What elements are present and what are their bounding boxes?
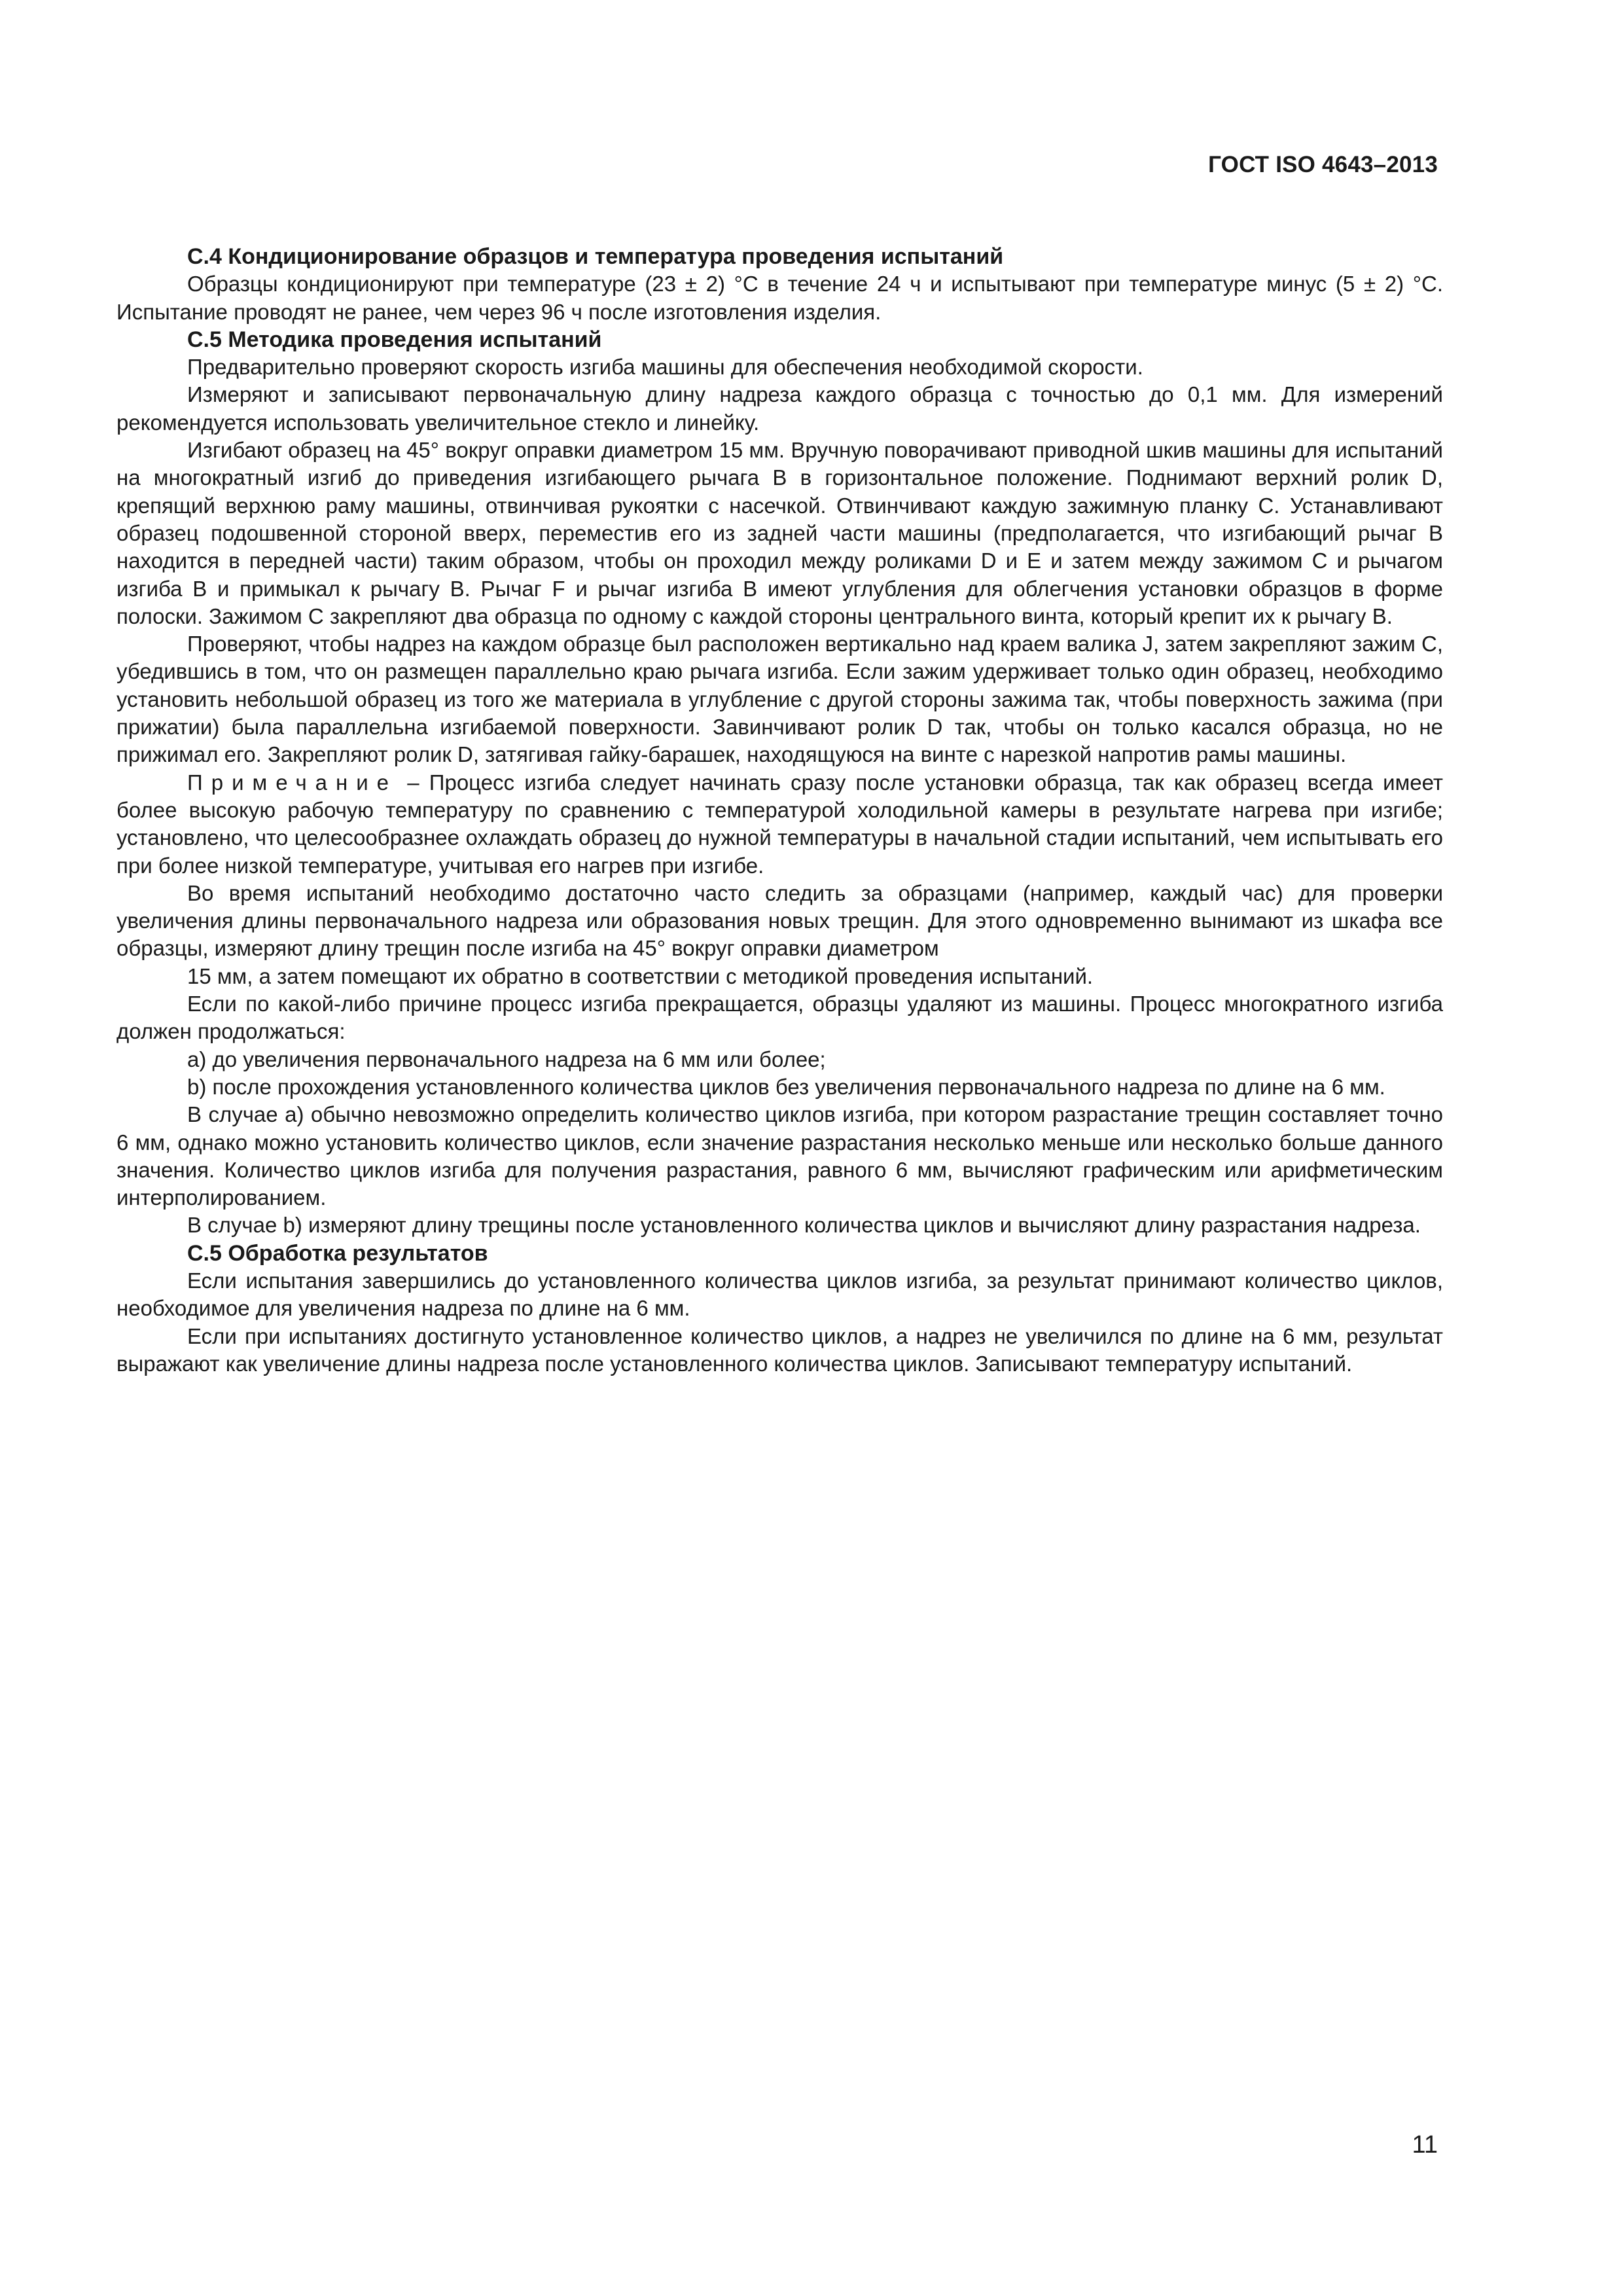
paragraph: Образцы кондиционируют при температуре (23 ± 2) °С в течение 24 ч и испытывают при температуре минус (5 ± 2) °С. Испытание проводят не ранее, чем через 96 ч после изготовления изделия.	[116, 272, 1443, 324]
paragraph: Предварительно проверяют скорость изгиба машины для обеспечения необходимой скорости.	[187, 355, 1143, 380]
paragraph: 15 мм, а затем помещают их обратно в соответствии с методикой проведения испытаний.	[187, 963, 1094, 988]
note-label: Примечание	[187, 770, 398, 795]
note-paragraph	[116, 769, 1443, 880]
document-body	[116, 243, 1443, 1378]
note-text: – Процесс изгиба следует начинать сразу после установки образца, так как образец всегда имеет более высокую рабочую температуру по сравнению с температурой холодильной камеры в результате нагрева при изгибе; установлено, что целесообразнее охлаждать образец до нужной температуры в начальной стадии испытаний, чем испытывать его при более низкой температуре, учитывая его нагрев при изгибе.	[116, 770, 1443, 878]
paragraph: Проверяют, чтобы надрез на каждом образце был расположен вертикально над краем валика J, затем закрепляют зажим С, убедившись в том, что он размещен параллельно краю рычага изгиба. Если зажим удерживает только один образец, необходимо установить небольшой образец из того же материала в углубление с другой стороны зажима так, чтобы поверхность зажима (при прижатии) была параллельна изгибаемой поверхности. Завинчивают ролик D так, чтобы он только касался образца, но не прижимал его. Закрепляют ролик D, затягивая гайку-барашек, находящуюся на винте с нарезкой напротив рамы машины.	[116, 632, 1443, 767]
page-number: 11	[1412, 2131, 1438, 2159]
list-item: а) до увеличения первоначального надреза на 6 мм или более;	[187, 1047, 826, 1071]
paragraph: Во время испытаний необходимо достаточно часто следить за образцами (например, каждый час) для проверки увеличения длины первоначального надреза или образования новых трещин. Для этого одновременно вынимают из шкафа все образцы, измеряют длину трещин после изгиба на 45° вокруг оправки диаметром	[116, 880, 1443, 961]
paragraph: Измеряют и записывают первоначальную длину надреза каждого образца с точностью до 0,1 мм. Для измерений рекомендуется использовать увеличительное стекло и линейку.	[116, 382, 1443, 435]
paragraph: Если испытания завершились до установленного количества циклов изгиба, за результат принимают количество циклов, необходимое для увеличения надреза по длине на 6 мм.	[116, 1268, 1443, 1321]
list-item: b) после прохождения установленного количества циклов без увеличения первоначального надреза по длине на 6 мм.	[187, 1074, 1385, 1099]
document-standard-header: ГОСТ ISO 4643–2013	[1208, 152, 1438, 177]
paragraph: В случае b) измеряют длину трещины после установленного количества циклов и вычисляют длину разрастания надреза.	[187, 1213, 1421, 1238]
paragraph: В случае а) обычно невозможно определить количество циклов изгиба, при котором разрастание трещин составляет точно 6 мм, однако можно установить количество циклов, если значение разрастания несколько меньше или несколько больше данного значения. Количество циклов изгиба для получения разрастания, равного 6 мм, вычисляют графическим или арифметическим интерполированием.	[116, 1102, 1443, 1210]
section-heading-c5-results: С.5 Обработка результатов	[187, 1240, 488, 1266]
paragraph: Изгибают образец на 45° вокруг оправки диаметром 15 мм. Вручную поворачивают приводной шкив машины для испытаний на многократный изгиб до приведения изгибающего рычага В в горизонтальное положение. Поднимают верхний ролик D, крепящий верхнюю раму машины, отвинчивая рукоятки с насечкой. Отвинчивают каждую зажимную планку С. Устанавливают образец подошвенной стороной вверх, переместив его из задней части машины (предполагается, что изгибающий рычаг В находится в передней части) таким образом, чтобы он проходил между роликами D и E и затем между зажимом С и рычагом изгиба В и примыкал к рычагу В. Рычаг F и рычаг изгиба В имеют углубления для облегчения установки образцов в форме полоски. Зажимом С закрепляют два образца по одному с каждой стороны центрального винта, который крепит их к рычагу В.	[116, 438, 1443, 628]
section-heading-c4: С.4 Кондиционирование образцов и температура проведения испытаний	[187, 244, 1004, 269]
section-heading-c5-method: С.5 Методика проведения испытаний	[187, 327, 602, 352]
paragraph: Если по какой-либо причине процесс изгиба прекращается, образцы удаляют из машины. Процесс многократного изгиба должен продолжаться:	[116, 992, 1443, 1044]
paragraph: Если при испытаниях достигнуто установленное количество циклов, а надрез не увеличился по длине на 6 мм, результат выражают как увеличение длины надреза после установленного количества циклов. Записывают температуру испытаний.	[116, 1323, 1443, 1376]
